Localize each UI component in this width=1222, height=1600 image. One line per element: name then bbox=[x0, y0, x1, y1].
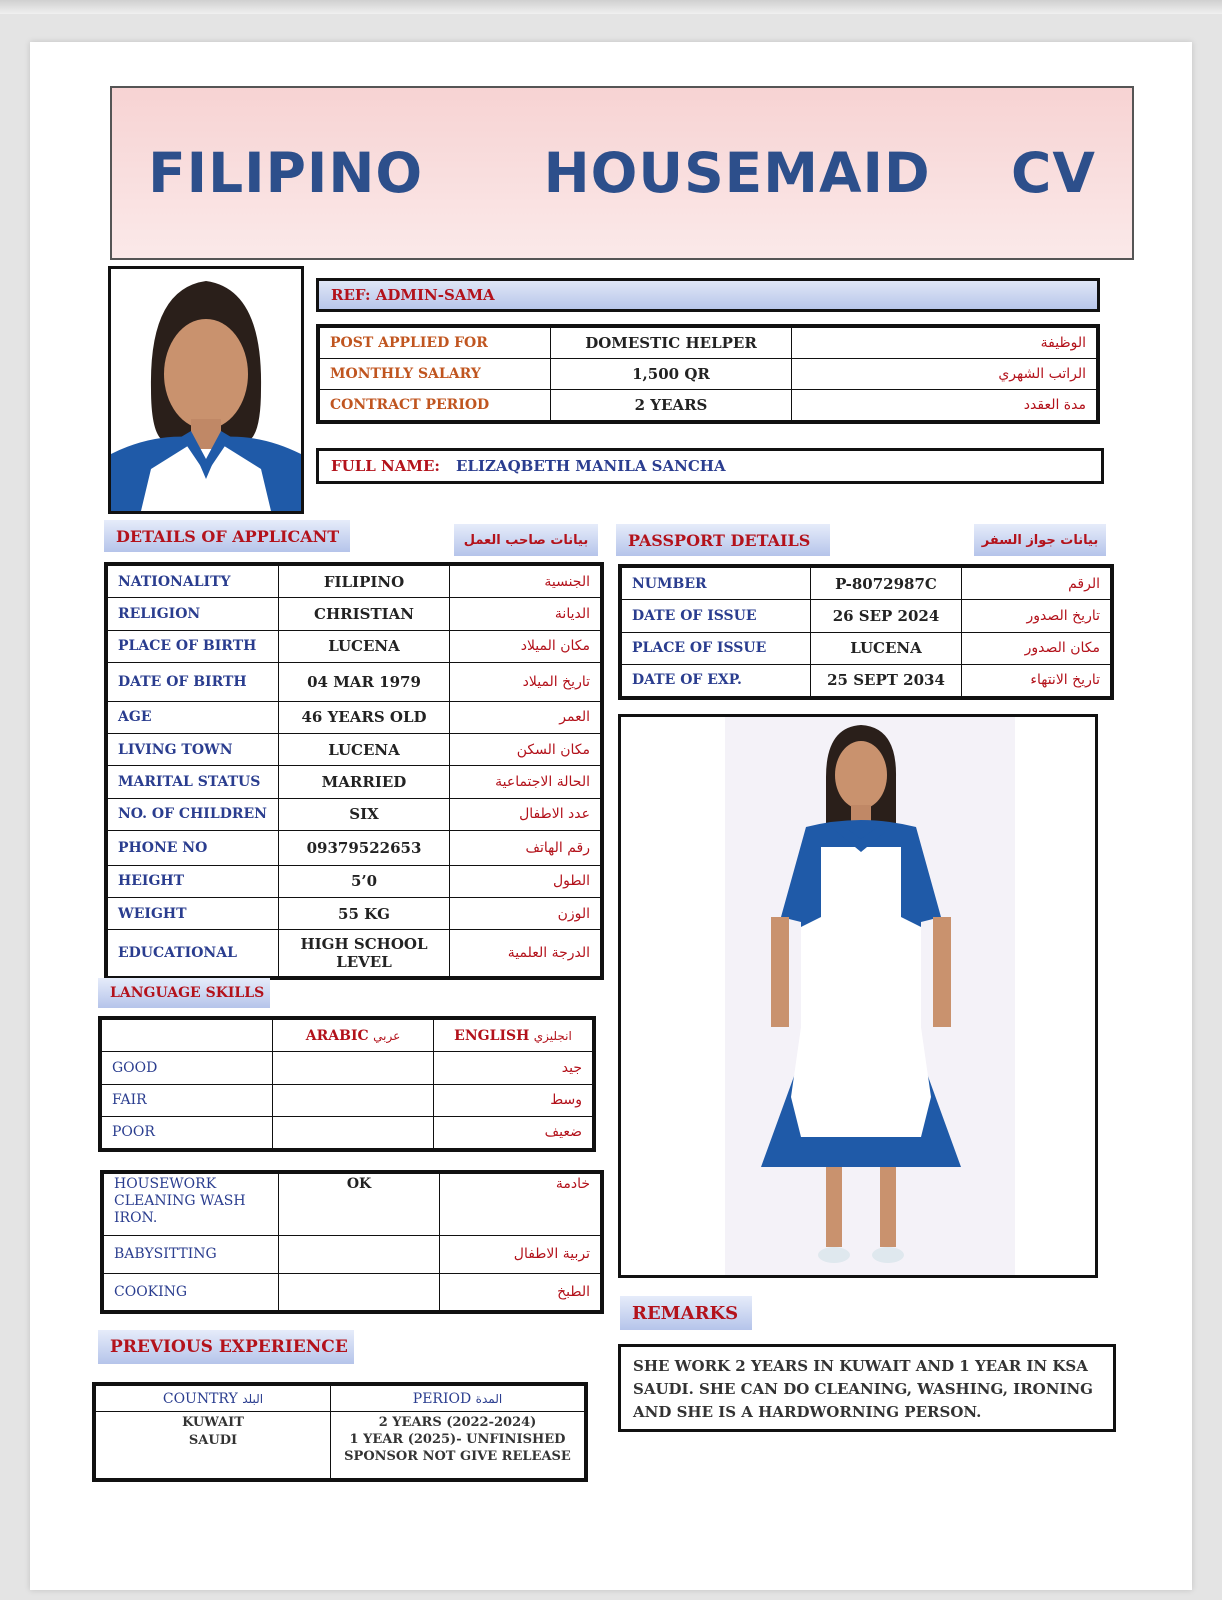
passport-grid bbox=[621, 567, 1111, 697]
remarks-tag-label: REMARKS bbox=[632, 1302, 739, 1324]
passport-value: 26 SEP 2024 bbox=[811, 600, 962, 632]
post-table bbox=[316, 324, 1100, 424]
detail-label-ar: الوزن bbox=[450, 897, 601, 929]
detail-value: 46 YEARS OLD bbox=[279, 701, 450, 733]
language-grid bbox=[101, 1019, 593, 1149]
skill-label-ar: خادمة bbox=[440, 1174, 601, 1236]
table-row bbox=[108, 930, 601, 977]
skill-label: COOKING bbox=[104, 1273, 279, 1311]
skill-value: OK bbox=[279, 1174, 440, 1236]
table-row bbox=[108, 798, 601, 830]
table-row bbox=[104, 1273, 601, 1311]
experience-tag-label: PREVIOUS EXPERIENCE bbox=[110, 1337, 348, 1357]
table-row bbox=[96, 1386, 585, 1412]
english-header: ENGLISH انجليزي bbox=[434, 1020, 593, 1052]
table-row bbox=[622, 632, 1111, 664]
table-row bbox=[102, 1116, 593, 1148]
detail-value: FILIPINO bbox=[279, 566, 450, 598]
detail-value: MARRIED bbox=[279, 766, 450, 798]
language-tag bbox=[98, 978, 270, 1008]
detail-label: MARITAL STATUS bbox=[108, 766, 279, 798]
passport-value: 25 SEPT 2034 bbox=[811, 664, 962, 696]
passport-label-ar: مكان الصدور bbox=[962, 632, 1111, 664]
table-row bbox=[104, 1236, 601, 1274]
skill-label-ar: الطبخ bbox=[440, 1273, 601, 1311]
experience-table bbox=[92, 1382, 588, 1482]
detail-label: DATE OF BIRTH bbox=[108, 663, 279, 701]
language-level: FAIR bbox=[102, 1084, 273, 1116]
table-row bbox=[108, 663, 601, 701]
table-row bbox=[102, 1020, 593, 1052]
passport-tag bbox=[616, 524, 830, 556]
detail-label: NATIONALITY bbox=[108, 566, 279, 598]
language-level-ar: وسط bbox=[434, 1084, 593, 1116]
remarks-tag bbox=[620, 1296, 752, 1330]
skill-label: BABYSITTING bbox=[104, 1236, 279, 1274]
passport-value: P-8072987C bbox=[811, 568, 962, 600]
passport-tag-ar-label: بيانات جواز السفر bbox=[981, 532, 1099, 548]
passport-label-ar: الرقم bbox=[962, 568, 1111, 600]
passport-tag-label: PASSPORT DETAILS bbox=[628, 530, 811, 550]
passport-label: NUMBER bbox=[622, 568, 811, 600]
table-row bbox=[96, 1412, 585, 1479]
experience-periods: 2 YEARS (2022-2024) 1 YEAR (2025)- UNFINISHED SPONSOR NOT GIVE RELEASE bbox=[331, 1412, 585, 1479]
table-row bbox=[108, 566, 601, 598]
passport-table bbox=[618, 564, 1114, 700]
detail-label: WEIGHT bbox=[108, 897, 279, 929]
remarks-box bbox=[618, 1344, 1116, 1432]
table-row bbox=[102, 1052, 593, 1084]
passport-label-ar: تاريخ الصدور bbox=[962, 600, 1111, 632]
detail-value: 04 MAR 1979 bbox=[279, 663, 450, 701]
details-tag-ar-label: بيانات صاحب العمل bbox=[463, 532, 589, 548]
language-tag-label: LANGUAGE SKILLS bbox=[110, 985, 265, 1001]
experience-tag bbox=[98, 1330, 354, 1364]
period-header: PERIOD المدة bbox=[331, 1386, 585, 1412]
details-table bbox=[104, 562, 604, 980]
table-row bbox=[320, 359, 1097, 390]
table-row bbox=[102, 1084, 593, 1116]
table-row bbox=[108, 630, 601, 662]
language-level-ar: ضعيف bbox=[434, 1116, 593, 1148]
table-row bbox=[622, 568, 1111, 600]
contract-label-ar: مدة العقدد bbox=[792, 390, 1097, 421]
detail-label: EDUCATIONAL bbox=[108, 930, 279, 977]
table-row bbox=[108, 766, 601, 798]
language-level-ar: جيد bbox=[434, 1052, 593, 1084]
detail-value: CHRISTIAN bbox=[279, 598, 450, 630]
detail-label-ar: مكان السكن bbox=[450, 734, 601, 766]
experience-grid bbox=[95, 1385, 585, 1479]
passport-label: PLACE OF ISSUE bbox=[622, 632, 811, 664]
headshot-photo bbox=[108, 266, 304, 514]
skill-value bbox=[279, 1236, 440, 1274]
arabic-header: ARABIC عربي bbox=[273, 1020, 434, 1052]
detail-label-ar: الدرجة العلمية bbox=[450, 930, 601, 977]
page-title: FILIPINO HOUSEMAID CV bbox=[148, 141, 1096, 205]
detail-label-ar: الطول bbox=[450, 865, 601, 897]
skill-label-ar: تربية الاطفال bbox=[440, 1236, 601, 1274]
remarks-text: SHE WORK 2 YEARS IN KUWAIT AND 1 YEAR IN KSA SAUDI. SHE CAN DO CLEANING, WASHING, IRONING AND SHE IS A HARDWORNING PERSON. bbox=[633, 1357, 1093, 1421]
details-tag-label: DETAILS OF APPLICANT bbox=[116, 526, 340, 546]
passport-label: DATE OF ISSUE bbox=[622, 600, 811, 632]
detail-value: HIGH SCHOOL LEVEL bbox=[279, 930, 450, 977]
detail-label: HEIGHT bbox=[108, 865, 279, 897]
full-name-label: FULL NAME: bbox=[331, 457, 440, 475]
detail-label: RELIGION bbox=[108, 598, 279, 630]
detail-label-ar: الحالة الاجتماعية bbox=[450, 766, 601, 798]
detail-label-ar: مكان الميلاد bbox=[450, 630, 601, 662]
table-row bbox=[320, 390, 1097, 421]
contract-label: CONTRACT PERIOD bbox=[320, 390, 551, 421]
table-row bbox=[108, 598, 601, 630]
full-body-photo bbox=[618, 714, 1098, 1278]
passport-label: DATE OF EXP. bbox=[622, 664, 811, 696]
details-grid bbox=[107, 565, 601, 977]
passport-value: LUCENA bbox=[811, 632, 962, 664]
country-header: COUNTRY البلد bbox=[96, 1386, 331, 1412]
detail-value: 5’0 bbox=[279, 865, 450, 897]
detail-label: PLACE OF BIRTH bbox=[108, 630, 279, 662]
details-tag bbox=[104, 520, 350, 552]
detail-label-ar: رقم الهاتف bbox=[450, 831, 601, 865]
experience-countries: KUWAIT SAUDI bbox=[96, 1412, 331, 1479]
table-row bbox=[320, 328, 1097, 359]
table-row bbox=[108, 897, 601, 929]
table-row bbox=[108, 831, 601, 865]
detail-label-ar: الجنسية bbox=[450, 566, 601, 598]
salary-label: MONTHLY SALARY bbox=[320, 359, 551, 390]
detail-value: 09379522653 bbox=[279, 831, 450, 865]
detail-value: SIX bbox=[279, 798, 450, 830]
passport-tag-ar bbox=[974, 524, 1106, 556]
post-label-ar: الوظيفة bbox=[792, 328, 1097, 359]
detail-label-ar: عدد الاطفال bbox=[450, 798, 601, 830]
passport-label-ar: تاريخ الانتهاء bbox=[962, 664, 1111, 696]
table-row bbox=[622, 664, 1111, 696]
detail-value: LUCENA bbox=[279, 630, 450, 662]
detail-label: NO. OF CHILDREN bbox=[108, 798, 279, 830]
detail-label-ar: تاريخ الميلاد bbox=[450, 663, 601, 701]
skills-grid bbox=[103, 1173, 601, 1311]
detail-value: 55 KG bbox=[279, 897, 450, 929]
details-tag-ar bbox=[454, 524, 598, 556]
language-level: POOR bbox=[102, 1116, 273, 1148]
contract-value: 2 YEARS bbox=[551, 390, 792, 421]
top-shadow-bar bbox=[0, 0, 1222, 14]
language-level: GOOD bbox=[102, 1052, 273, 1084]
detail-label-ar: الديانة bbox=[450, 598, 601, 630]
title-banner bbox=[110, 86, 1134, 260]
table-row bbox=[104, 1174, 601, 1236]
table-row bbox=[108, 734, 601, 766]
detail-label: PHONE NO bbox=[108, 831, 279, 865]
post-label: POST APPLIED FOR bbox=[320, 328, 551, 359]
skills-table bbox=[100, 1170, 604, 1314]
ref-bar bbox=[316, 278, 1100, 312]
detail-label-ar: العمر bbox=[450, 701, 601, 733]
post-value: DOMESTIC HELPER bbox=[551, 328, 792, 359]
cv-page bbox=[30, 42, 1192, 1590]
detail-value: LUCENA bbox=[279, 734, 450, 766]
table-row bbox=[108, 701, 601, 733]
salary-value: 1,500 QR bbox=[551, 359, 792, 390]
post-grid bbox=[319, 327, 1097, 421]
table-row bbox=[108, 865, 601, 897]
skill-label: HOUSEWORK CLEANING WASH IRON. bbox=[104, 1174, 279, 1236]
detail-label: LIVING TOWN bbox=[108, 734, 279, 766]
skill-value bbox=[279, 1273, 440, 1311]
full-name-box bbox=[316, 448, 1104, 484]
full-name-value: ELIZAQBETH MANILA SANCHA bbox=[455, 457, 726, 475]
ref-label: REF: ADMIN-SAMA bbox=[331, 286, 495, 304]
language-table bbox=[98, 1016, 596, 1152]
detail-label: AGE bbox=[108, 701, 279, 733]
salary-label-ar: الراتب الشهري bbox=[792, 359, 1097, 390]
table-row bbox=[622, 600, 1111, 632]
